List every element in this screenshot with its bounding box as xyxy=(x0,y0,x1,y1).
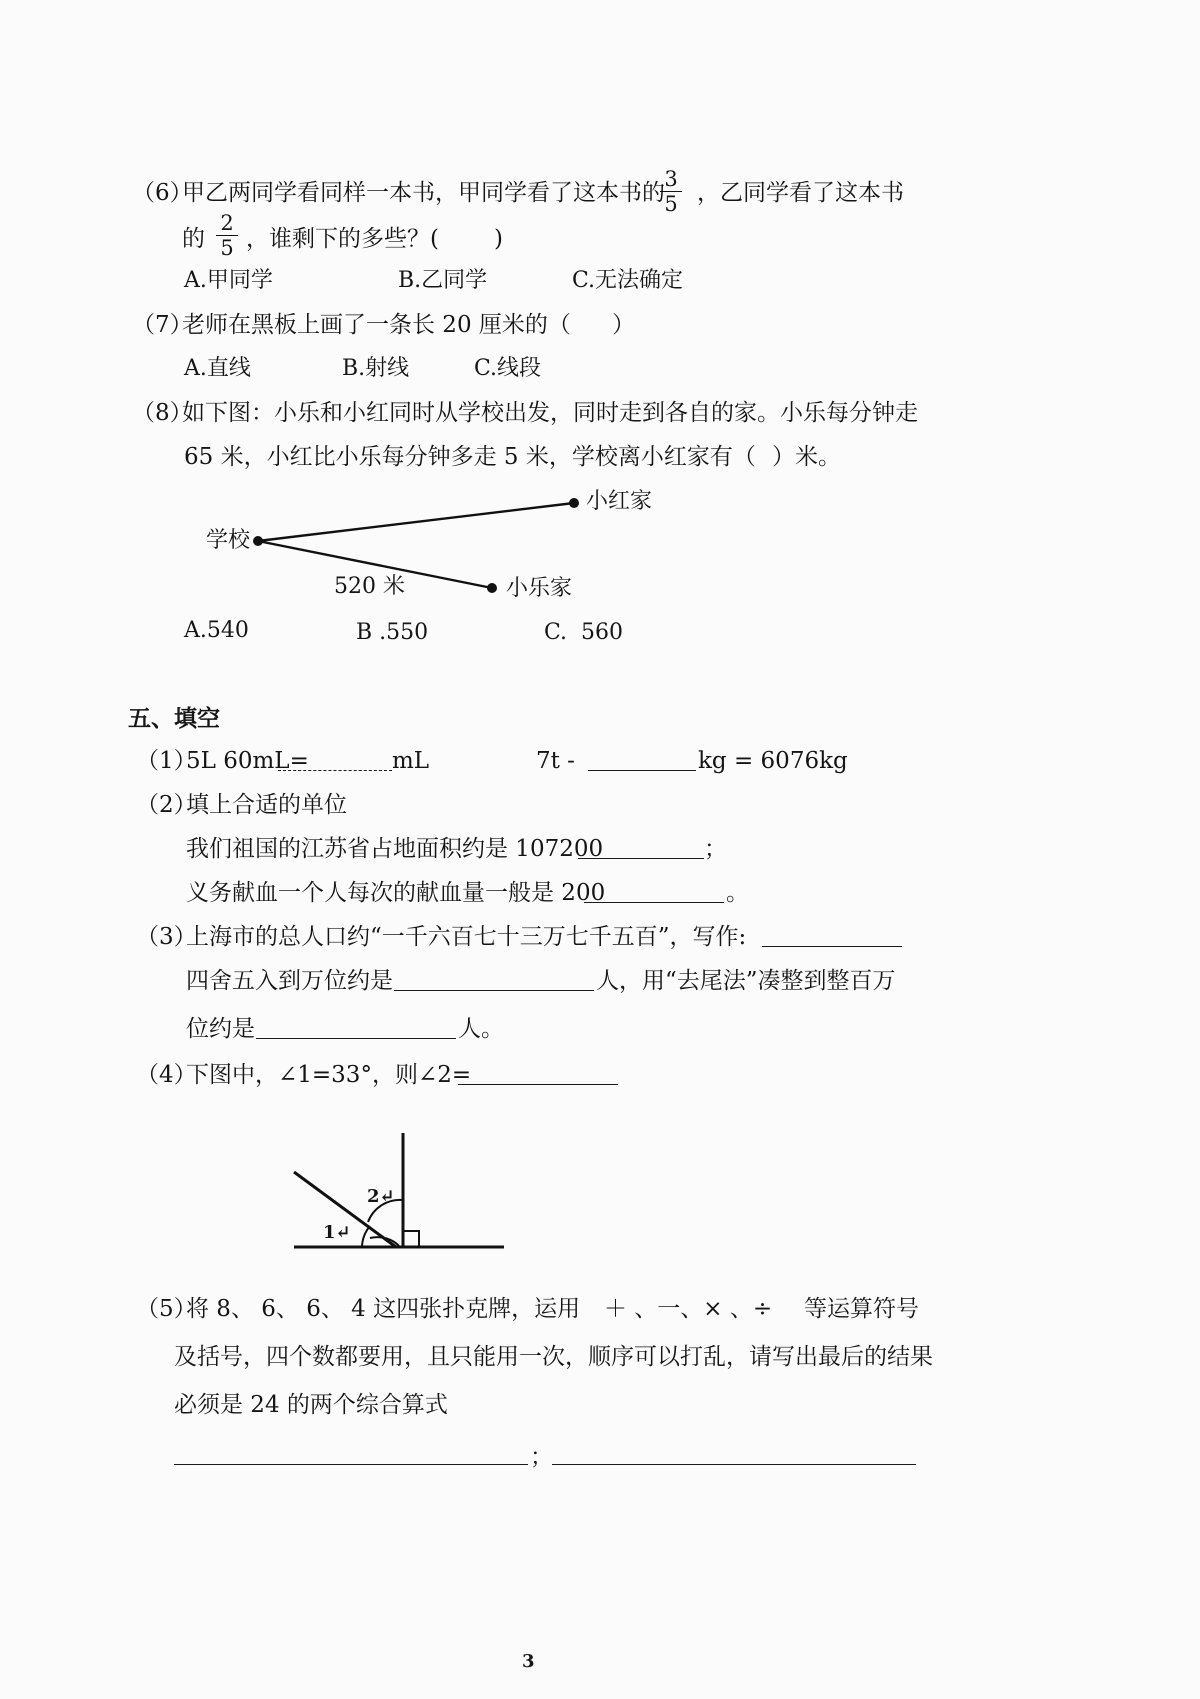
s5q2-line1-end: ； xyxy=(704,836,727,862)
right-angle-marker xyxy=(403,1231,419,1247)
page-number: 3 xyxy=(522,1651,535,1672)
q8-option-c[interactable]: C. 560 xyxy=(544,620,624,645)
s5q5-operators: ＋ 、一、× 、÷ xyxy=(604,1296,773,1322)
s5q1-left-a: 5L 60mL= xyxy=(186,748,309,774)
s5q5-blank-expression-2[interactable] xyxy=(552,1464,916,1465)
q7-answer-close: ） xyxy=(612,312,635,338)
q7-option-b[interactable]: B.射线 xyxy=(342,356,410,381)
s5q1-number: （1） xyxy=(136,748,197,774)
school-point xyxy=(253,536,263,546)
s5q5-line2: 及括号，四个数都要用，且只能用一次，顺序可以打乱，请写出最后的结果 xyxy=(174,1344,933,1370)
s5q1-blank-ml[interactable] xyxy=(278,770,392,771)
q8-number: （8） xyxy=(132,400,193,426)
fraction-numerator: 2 xyxy=(220,211,234,235)
q8-option-a[interactable]: A.540 xyxy=(184,618,249,643)
s5q3-blank-truncated[interactable] xyxy=(256,1038,456,1039)
fraction-denominator: 5 xyxy=(664,192,678,216)
s5q2-blank-area-unit[interactable] xyxy=(578,858,704,859)
q8-option-b[interactable]: B .550 xyxy=(356,620,429,645)
q7-number: （7） xyxy=(132,312,193,338)
q6-text-line2a: 的 xyxy=(182,226,205,252)
s5q1-right-b: kg = 6076kg xyxy=(698,748,848,774)
s5q1-left-b: mL xyxy=(392,748,430,774)
q6-text-line1a: 甲乙两同学看同样一本书，甲同学看了这本书的 xyxy=(182,180,665,206)
label-school: 学校 xyxy=(206,528,251,553)
q8-text-line1: 如下图：小乐和小红同时从学校出发，同时走到各自的家。小乐每分钟走 xyxy=(182,400,918,426)
q8-text-line2b: ）米。 xyxy=(772,444,841,470)
fraction-numerator: 3 xyxy=(664,167,678,191)
q6-option-b[interactable]: B.乙同学 xyxy=(398,268,488,293)
q6-text-line2b: ，谁剩下的多些？( xyxy=(246,226,439,252)
s5q2-number: （2） xyxy=(136,792,197,818)
s5q3-number: （3） xyxy=(136,924,197,950)
s5q5-number: （5） xyxy=(136,1296,197,1322)
route-to-hong-home xyxy=(258,503,574,541)
s5q5-line3: 必须是 24 的两个综合算式 xyxy=(174,1392,448,1418)
q6-option-a[interactable]: A.甲同学 xyxy=(184,268,273,293)
s5q2-title: 填上合适的单位 xyxy=(186,792,347,818)
s5q4-text: 下图中，∠1=33°，则∠2= xyxy=(186,1062,472,1088)
s5q1-blank-kg[interactable] xyxy=(588,770,696,771)
s5q3-line2b: 人，用“去尾法”凑整到整百万 xyxy=(596,968,896,994)
s5q2-blank-volume-unit[interactable] xyxy=(584,902,724,903)
angle1-label: 1↵ xyxy=(323,1222,351,1243)
s5q2-line2-end: 。 xyxy=(726,880,749,906)
s5q3-blank-rounded[interactable] xyxy=(394,990,594,991)
angle1-arc xyxy=(362,1226,370,1247)
s5q5-blank-expression-1[interactable] xyxy=(174,1464,528,1465)
q7-option-c[interactable]: C.线段 xyxy=(474,356,542,381)
s5q1-right-a: 7t - xyxy=(536,748,575,774)
q6-text-line1b: ，乙同学看了这本书 xyxy=(697,180,904,206)
s5q3-line1: 上海市的总人口约“一千六百七十三万七千五百”，写作: xyxy=(186,924,747,950)
label-hong-home: 小红家 xyxy=(586,489,653,514)
s5q2-line1: 我们祖国的江苏省占地面积约是 107200 xyxy=(186,836,604,862)
q8-text-line2a: 65 米，小红比小乐每分钟多走 5 米，学校离小红家有（ xyxy=(184,444,756,470)
s5q5-line1b: 等运算符号 xyxy=(804,1296,919,1322)
q6-answer-close: ) xyxy=(494,226,503,252)
s5q2-line2: 义务献血一个人每次的献血量一般是 200 xyxy=(186,880,606,906)
s5q3-line3b: 人。 xyxy=(458,1016,504,1042)
s5q3-blank-written[interactable] xyxy=(762,946,902,947)
section5-title: 五、填空 xyxy=(128,705,220,732)
s5q3-line3a: 位约是 xyxy=(186,1016,255,1042)
s5q5-line1a: 将 8、 6、 6、 4 这四张扑克牌，运用 xyxy=(186,1296,581,1322)
s5q4-blank-angle2[interactable] xyxy=(458,1084,618,1085)
s5q3-line2a: 四舍五入到万位约是 xyxy=(186,968,393,994)
fraction-denominator: 5 xyxy=(220,236,234,260)
angle2-label: 2↵ xyxy=(367,1186,395,1207)
le-home-point xyxy=(487,583,497,593)
q6-option-c[interactable]: C.无法确定 xyxy=(572,268,684,293)
s5q4-number: （4） xyxy=(136,1062,197,1088)
q7-option-a[interactable]: A.直线 xyxy=(184,356,251,381)
q7-text: 老师在黑板上画了一条长 20 厘米的（ xyxy=(182,312,571,338)
label-distance: 520 米 xyxy=(334,574,405,599)
hong-home-point xyxy=(569,498,579,508)
label-le-home: 小乐家 xyxy=(506,576,573,601)
s5q5-separator: ； xyxy=(530,1444,553,1470)
q6-number: （6） xyxy=(132,180,193,206)
